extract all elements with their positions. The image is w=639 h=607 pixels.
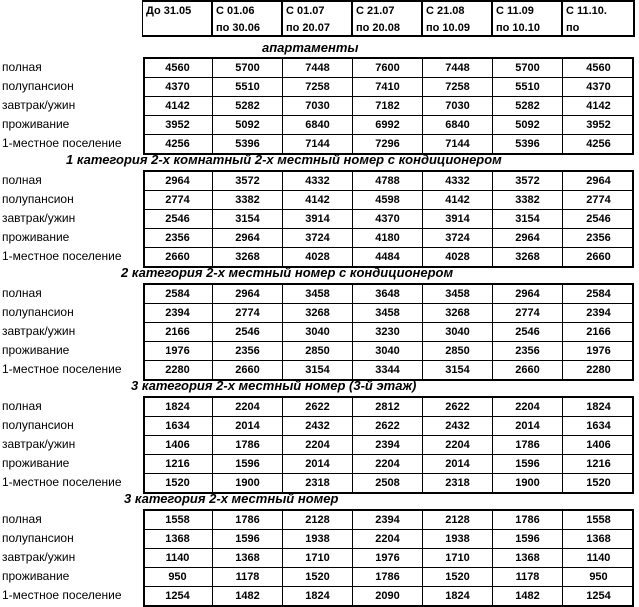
price-cell: 3382 — [493, 191, 563, 209]
price-cell: 1824 — [283, 587, 353, 605]
price-grid — [143, 57, 634, 155]
row-label: полупансион — [2, 192, 74, 206]
price-cell: 1368 — [213, 549, 283, 567]
price-cell: 4180 — [353, 229, 423, 247]
price-cell: 2622 — [423, 398, 493, 416]
price-cell: 1520 — [586, 477, 611, 489]
price-cell: 2660 — [586, 251, 611, 263]
row-label: проживание — [2, 456, 70, 470]
price-cell: 2204 — [353, 530, 423, 548]
price-cell: 2774 — [493, 304, 563, 322]
price-cell: 2280 — [586, 364, 611, 376]
price-cell: 1216 — [586, 458, 611, 470]
row-label: полная — [2, 173, 42, 187]
price-cell: 3458 — [283, 285, 353, 303]
price-cell: 5510 — [493, 78, 563, 96]
price-cell: 1406 — [143, 436, 213, 454]
row-label: проживание — [2, 117, 70, 131]
price-cell: 1368 — [493, 549, 563, 567]
table-row — [145, 398, 632, 417]
price-cell: 2128 — [283, 511, 353, 529]
price-cell: 4484 — [353, 248, 423, 266]
price-cell: 4332 — [423, 172, 493, 190]
price-cell: 2546 — [213, 323, 283, 341]
price-cell: 1786 — [493, 436, 563, 454]
price-cell: 1368 — [586, 533, 611, 545]
section-title: 2 категория 2-х местный номер с кондиционером — [121, 265, 454, 280]
price-cell: 6840 — [283, 116, 353, 134]
table-row — [145, 568, 632, 587]
price-cell: 4256 — [143, 135, 213, 153]
price-cell: 1634 — [586, 420, 611, 432]
price-cell: 3040 — [423, 323, 493, 341]
price-cell: 4370 — [143, 78, 213, 96]
price-cell: 3952 — [143, 116, 213, 134]
header-period-start: С 21.08 — [426, 5, 465, 17]
price-cell: 1976 — [143, 342, 213, 360]
price-cell: 3230 — [353, 323, 423, 341]
header-period-start: С 01.06 — [216, 5, 255, 17]
price-cell: 7258 — [423, 78, 493, 96]
row-label: полупансион — [2, 305, 74, 319]
price-cell: 5282 — [213, 97, 283, 115]
price-cell: 1178 — [493, 568, 563, 586]
price-cell: 5396 — [213, 135, 283, 153]
price-cell: 950 — [589, 571, 608, 583]
price-cell: 1976 — [586, 345, 611, 357]
row-label: полная — [2, 399, 42, 413]
price-cell: 3154 — [283, 361, 353, 379]
price-cell: 2394 — [353, 436, 423, 454]
price-grid — [143, 396, 634, 494]
price-cell: 2014 — [493, 417, 563, 435]
price-cell: 2166 — [143, 323, 213, 341]
price-cell: 1520 — [143, 474, 213, 492]
price-cell: 2204 — [353, 455, 423, 473]
header-period-start: До 31.05 — [146, 5, 192, 17]
row-label: полупансион — [2, 418, 74, 432]
price-cell: 1368 — [143, 530, 213, 548]
price-cell: 2850 — [423, 342, 493, 360]
price-cell: 2660 — [143, 248, 213, 266]
row-label: проживание — [2, 343, 70, 357]
row-label: завтрак/ужин — [2, 211, 76, 225]
price-cell: 2812 — [353, 398, 423, 416]
price-cell: 1634 — [143, 417, 213, 435]
table-row — [145, 530, 632, 549]
price-cell: 1824 — [423, 587, 493, 605]
price-cell: 2204 — [283, 436, 353, 454]
header-period-start: С 11.09 — [496, 5, 534, 17]
header-period-end: по 20.07 — [286, 22, 330, 34]
price-cell: 4142 — [143, 97, 213, 115]
header-cell — [352, 0, 423, 37]
price-cell: 1900 — [213, 474, 283, 492]
price-cell: 2204 — [423, 436, 493, 454]
table-row — [145, 210, 632, 229]
price-cell: 1824 — [143, 398, 213, 416]
price-cell: 1824 — [586, 401, 611, 413]
table-row — [145, 172, 632, 191]
row-label: полная — [2, 286, 42, 300]
price-cell: 2546 — [586, 213, 611, 225]
price-cell: 7296 — [353, 135, 423, 153]
header-cell — [142, 0, 213, 37]
price-cell: 2128 — [423, 511, 493, 529]
price-cell: 2394 — [586, 307, 611, 319]
price-cell: 2014 — [283, 455, 353, 473]
price-cell: 2774 — [213, 304, 283, 322]
price-cell: 1216 — [143, 455, 213, 473]
header-period-end: по — [566, 22, 580, 34]
price-cell: 5700 — [493, 59, 563, 77]
price-cell: 2546 — [493, 323, 563, 341]
table-row — [145, 587, 632, 606]
price-cell: 7410 — [353, 78, 423, 96]
price-cell: 3040 — [283, 323, 353, 341]
price-cell: 2584 — [586, 288, 611, 300]
price-cell: 5510 — [213, 78, 283, 96]
row-label: 1-местное поселение — [2, 249, 122, 263]
table-row — [145, 342, 632, 361]
price-cell: 4142 — [586, 100, 611, 112]
price-cell: 2318 — [283, 474, 353, 492]
price-cell: 2204 — [493, 398, 563, 416]
price-cell: 2166 — [586, 326, 611, 338]
price-cell: 7600 — [353, 59, 423, 77]
row-label: полная — [2, 512, 42, 526]
price-cell: 4370 — [586, 81, 611, 93]
row-label: 1-местное поселение — [2, 136, 122, 150]
price-cell: 3952 — [586, 119, 611, 131]
price-cell: 2964 — [213, 229, 283, 247]
row-label: завтрак/ужин — [2, 98, 76, 112]
row-label: проживание — [2, 230, 70, 244]
price-cell: 1976 — [353, 549, 423, 567]
header-cell — [422, 0, 493, 37]
price-cell: 1520 — [423, 568, 493, 586]
price-cell: 2964 — [493, 285, 563, 303]
price-cell: 1786 — [353, 568, 423, 586]
price-cell: 4256 — [586, 138, 611, 150]
price-cell: 2964 — [493, 229, 563, 247]
row-label: завтрак/ужин — [2, 550, 76, 564]
price-cell: 1710 — [423, 549, 493, 567]
header-period-end: по 10.10 — [496, 22, 540, 34]
price-cell: 2508 — [353, 474, 423, 492]
price-cell: 1254 — [143, 587, 213, 605]
price-cell: 4142 — [283, 191, 353, 209]
price-cell: 2014 — [213, 417, 283, 435]
section-title: 3 категория 2-х местный номер (3-й этаж) — [131, 378, 417, 393]
table-row — [145, 304, 632, 323]
price-cell: 3268 — [493, 248, 563, 266]
header-period-start: С 21.07 — [356, 5, 395, 17]
price-cell: 4560 — [143, 59, 213, 77]
price-cell: 1900 — [493, 474, 563, 492]
price-cell: 2432 — [423, 417, 493, 435]
price-cell: 5092 — [213, 116, 283, 134]
row-label: завтрак/ужин — [2, 324, 76, 338]
price-cell: 2774 — [586, 194, 611, 206]
table-row — [145, 511, 632, 530]
section-title: 3 категория 2-х местный номер — [124, 491, 339, 506]
price-cell: 3724 — [423, 229, 493, 247]
header-cell — [282, 0, 353, 37]
price-cell: 1938 — [423, 530, 493, 548]
table-row — [145, 191, 632, 210]
price-cell: 1938 — [283, 530, 353, 548]
price-cell: 5700 — [213, 59, 283, 77]
price-cell: 3724 — [283, 229, 353, 247]
price-cell: 7448 — [283, 59, 353, 77]
price-cell: 1786 — [213, 511, 283, 529]
price-cell: 1596 — [493, 455, 563, 473]
price-cell: 3458 — [353, 304, 423, 322]
table-row — [145, 285, 632, 304]
price-cell: 4598 — [353, 191, 423, 209]
price-cell: 2432 — [283, 417, 353, 435]
price-cell: 6992 — [353, 116, 423, 134]
price-cell: 2356 — [493, 342, 563, 360]
price-cell: 1254 — [586, 590, 611, 602]
price-cell: 4560 — [586, 62, 611, 74]
price-cell: 2964 — [143, 172, 213, 190]
row-label: 1-местное поселение — [2, 362, 122, 376]
price-cell: 2394 — [353, 511, 423, 529]
price-cell: 4028 — [283, 248, 353, 266]
price-cell: 2850 — [283, 342, 353, 360]
header-cell — [492, 0, 563, 37]
price-cell: 1482 — [213, 587, 283, 605]
price-cell: 1520 — [283, 568, 353, 586]
price-cell: 2356 — [586, 232, 611, 244]
price-cell: 7144 — [283, 135, 353, 153]
price-cell: 1786 — [493, 511, 563, 529]
price-cell: 2280 — [143, 361, 213, 379]
price-cell: 5396 — [493, 135, 563, 153]
price-cell: 7448 — [423, 59, 493, 77]
price-cell: 3572 — [493, 172, 563, 190]
price-cell: 1558 — [586, 514, 611, 526]
table-row — [145, 78, 632, 97]
header-period-start: С 01.07 — [286, 5, 325, 17]
header-cell — [562, 0, 635, 37]
price-cell: 2622 — [353, 417, 423, 435]
row-label: 1-местное поселение — [2, 588, 122, 602]
price-cell: 4370 — [353, 210, 423, 228]
price-cell: 1178 — [213, 568, 283, 586]
price-grid — [143, 509, 634, 607]
price-cell: 4142 — [423, 191, 493, 209]
header-period-end: по 10.09 — [426, 22, 470, 34]
price-cell: 3154 — [213, 210, 283, 228]
price-cell: 3648 — [353, 285, 423, 303]
price-cell: 7144 — [423, 135, 493, 153]
table-row — [145, 229, 632, 248]
price-cell: 2356 — [213, 342, 283, 360]
header-cell — [212, 0, 283, 37]
section-title: апартаменты — [262, 40, 359, 55]
price-cell: 1596 — [213, 530, 283, 548]
price-cell: 4332 — [283, 172, 353, 190]
row-label: полупансион — [2, 531, 74, 545]
price-cell: 2090 — [353, 587, 423, 605]
price-cell: 1140 — [143, 549, 213, 567]
table-row — [145, 116, 632, 135]
table-row — [145, 59, 632, 78]
price-cell: 3268 — [283, 304, 353, 322]
price-cell: 2318 — [423, 474, 493, 492]
row-label: полная — [2, 60, 42, 74]
price-cell: 1482 — [493, 587, 563, 605]
price-cell: 5282 — [493, 97, 563, 115]
table-row — [145, 417, 632, 436]
header-period-end: по 20.08 — [356, 22, 400, 34]
price-cell: 6840 — [423, 116, 493, 134]
price-cell: 2774 — [143, 191, 213, 209]
price-cell: 1140 — [586, 552, 611, 564]
price-cell: 3572 — [213, 172, 283, 190]
price-cell: 3040 — [353, 342, 423, 360]
price-cell: 2622 — [283, 398, 353, 416]
price-cell: 1406 — [586, 439, 611, 451]
price-cell: 4788 — [353, 172, 423, 190]
price-cell: 2014 — [423, 455, 493, 473]
row-label: завтрак/ужин — [2, 437, 76, 451]
price-cell: 2660 — [493, 361, 563, 379]
price-cell: 1710 — [283, 549, 353, 567]
table-row — [145, 97, 632, 116]
price-cell: 2660 — [213, 361, 283, 379]
price-cell: 3268 — [213, 248, 283, 266]
section-title: 1 категория 2-х комнатный 2-х местный номер с кондиционером — [66, 152, 502, 167]
row-label: полупансион — [2, 79, 74, 93]
table-row — [145, 436, 632, 455]
price-cell: 2394 — [143, 304, 213, 322]
price-cell: 4028 — [423, 248, 493, 266]
price-cell: 2964 — [213, 285, 283, 303]
table-row — [145, 323, 632, 342]
price-grid — [143, 283, 634, 381]
header-period-end: по 30.06 — [216, 22, 260, 34]
price-cell: 1596 — [493, 530, 563, 548]
table-row — [145, 549, 632, 568]
price-cell: 3154 — [423, 361, 493, 379]
price-cell: 950 — [143, 568, 213, 586]
price-cell: 3344 — [353, 361, 423, 379]
row-label: 1-местное поселение — [2, 475, 122, 489]
price-cell: 3458 — [423, 285, 493, 303]
price-cell: 7182 — [353, 97, 423, 115]
table-row — [145, 455, 632, 474]
price-cell: 3914 — [283, 210, 353, 228]
price-cell: 3268 — [423, 304, 493, 322]
price-cell: 7030 — [423, 97, 493, 115]
price-cell: 2204 — [213, 398, 283, 416]
price-grid — [143, 170, 634, 268]
price-cell: 2964 — [586, 175, 611, 187]
price-cell: 2546 — [143, 210, 213, 228]
price-cell: 1558 — [143, 511, 213, 529]
price-cell: 7030 — [283, 97, 353, 115]
price-cell: 3914 — [423, 210, 493, 228]
price-cell: 7258 — [283, 78, 353, 96]
price-cell: 2584 — [143, 285, 213, 303]
price-cell: 3382 — [213, 191, 283, 209]
price-cell: 2356 — [143, 229, 213, 247]
row-label: проживание — [2, 569, 70, 583]
price-cell: 3154 — [493, 210, 563, 228]
header-period-start: С 11.10. — [566, 5, 607, 17]
price-cell: 5092 — [493, 116, 563, 134]
price-cell: 1786 — [213, 436, 283, 454]
price-cell: 1596 — [213, 455, 283, 473]
